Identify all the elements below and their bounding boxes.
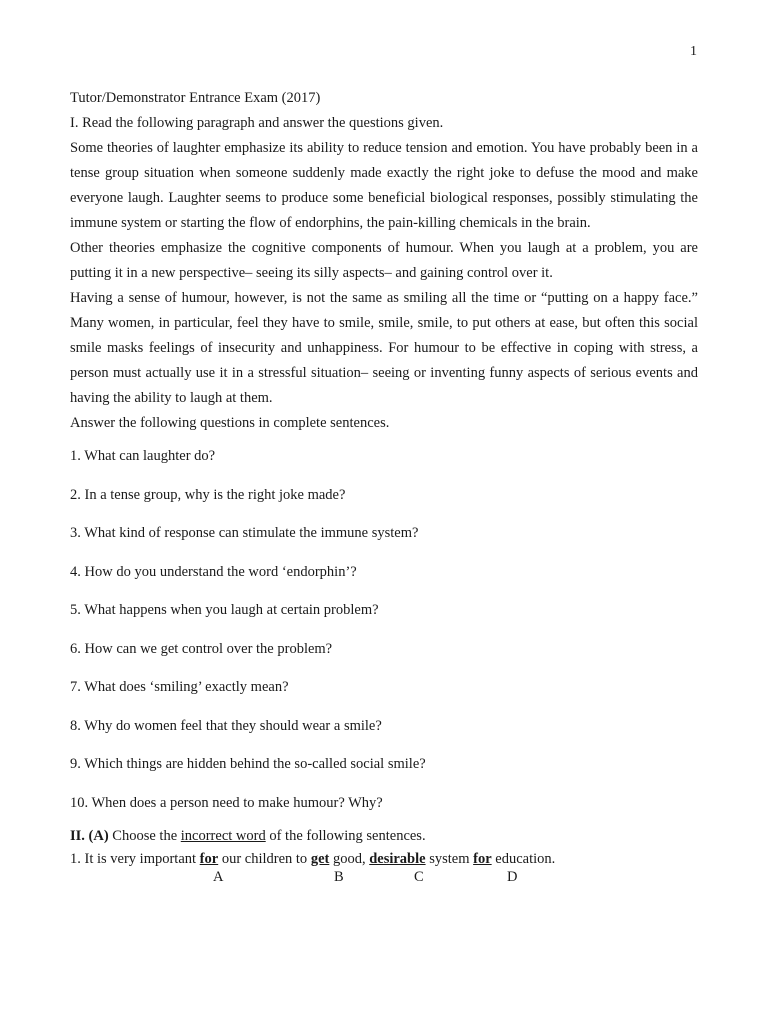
- section-2-heading: [70, 824, 698, 849]
- option-word-d: for: [473, 850, 492, 867]
- section-2-label: II. (A): [70, 827, 109, 844]
- section-2-underlined: incorrect word: [180, 827, 266, 844]
- option-letter-d: D: [507, 868, 518, 885]
- option-letter-b: B: [334, 868, 344, 885]
- question-item: 7. What does ‘smiling’ exactly mean?: [70, 679, 289, 695]
- sentence-part: 1. It is very important: [70, 850, 200, 867]
- passage-paragraph-2: Other theories emphasize the cognitive components of humour. When you laugh at a problem, you are putting it in a new perspective– seeing its silly aspects– and gaining control over it.: [70, 240, 698, 281]
- question-item: 4. How do you understand the word ‘endorphin’?: [70, 563, 357, 580]
- option-letter-a: A: [213, 868, 224, 885]
- option-word-b: get: [310, 850, 330, 867]
- question-item: 10. When does a person need to make humour? Why?: [70, 794, 383, 811]
- section-2-text: Choose the: [108, 827, 181, 844]
- sentence-part: good,: [329, 850, 370, 867]
- question-item: 8. Why do women feel that they should wear a smile?: [70, 717, 382, 734]
- question-item: 3. What kind of response can stimulate the immune system?: [70, 525, 419, 541]
- passage-paragraph-1: Some theories of laughter emphasize its ability to reduce tension and emotion. You have probably been in a tense group situation when someone suddenly made exactly the right joke to defuse the mood and make everyone laugh. Laughter seems to produce some beneficial biological responses, possibly stimulating the immune system or starting the flow of endorphins, the pain-killing chemicals in the brain.: [70, 140, 698, 231]
- option-word-c: desirable: [369, 850, 426, 867]
- exam-content: [70, 86, 698, 891]
- question-item: 9. Which things are hidden behind the so-called social smile?: [70, 756, 426, 772]
- sentence-part: education.: [491, 850, 556, 867]
- exam-title: Tutor/Demonstrator Entrance Exam (2017): [70, 90, 321, 106]
- question-list: [70, 444, 698, 824]
- question-item: 2. In a tense group, why is the right joke made?: [70, 486, 346, 503]
- sentence-part: system: [425, 850, 474, 867]
- sentence-1: [70, 849, 698, 869]
- section-2-text-end: of the following sentences.: [265, 827, 426, 844]
- question-item: 6. How can we get control over the problem?: [70, 640, 333, 657]
- sentence-part: our children to: [218, 850, 311, 867]
- option-word-a: for: [199, 850, 219, 867]
- option-letters: [70, 869, 698, 891]
- option-letter-c: C: [414, 868, 424, 885]
- question-item: 5. What happens when you laugh at certain problem?: [70, 602, 379, 618]
- answer-instruction: Answer the following questions in complete sentences.: [70, 415, 390, 431]
- page-number: 1: [690, 44, 697, 59]
- section-1-instruction: I. Read the following paragraph and answer the questions given.: [70, 115, 444, 131]
- passage-paragraph-3: Having a sense of humour, however, is not the same as smiling all the time or “putting on a happy face.” Many women, in particular, feel they have to smile, smile, smile, to put others at ease, but often this social smile masks feelings of insecurity and unhappiness. For humour to be effective in coping with stress, a person must actually use it in a stressful situation– seeing or inventing funny aspects of serious events and having the ability to laugh at them.: [70, 290, 698, 406]
- question-item: 1. What can laughter do?: [70, 448, 216, 464]
